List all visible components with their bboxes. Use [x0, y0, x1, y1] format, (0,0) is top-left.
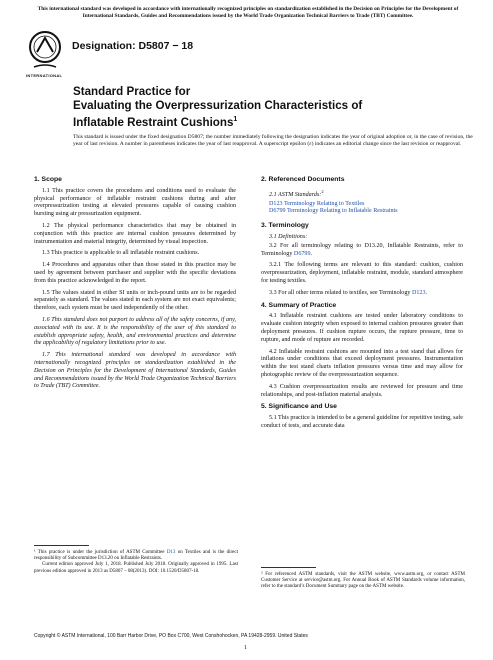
footnote-2: ² For referenced ASTM standards, visit the ASTM website, www.astm.org, or contact ASTM Customer Service at service@astm.org. For Annual Book of ASTM Standards volume information, refer to the standard’s Document Summary page on the ASTM website.: [261, 572, 465, 590]
page-title: [73, 85, 433, 130]
section-heading-referenced: 2. Referenced Documents: [261, 176, 345, 183]
right-column: [261, 176, 463, 435]
reference-d6799[interactable]: D6799 Terminology Relating to Inflatable Restraints: [269, 208, 398, 215]
page-number: 1: [244, 645, 247, 651]
paragraph-3-3: 3.3 For all other terms related to textiles, see Terminology D123.: [269, 289, 428, 296]
paragraph-1-6: 1.6 This standard does not purport to address all of the safety concerns, if any, associated with its use. It is the responsibility of the user of this standard to establish appropriate safety, health, and environmental practices and determine the applicability of regulatory limitations prior to use.: [34, 316, 236, 347]
footnote-1: ¹ This practice is under the jurisdiction of ASTM Committee D13 on Textiles and is the direct responsibility of Subcommittee D13.20 on Inflatable Restraints. Current edition approved July 1, 2018. Published July 2018. Originally approved in 1995. Last previous edition approved in 2013 as D5807 – 08(2013). DOI: 10.1520/D5807-18.: [34, 550, 238, 574]
paragraph-1-4: 1.4 Procedures and apparatus other than those stated in this practice may be used by agreement between purchaser and supplier with the specific deviations from this practice acknowledged in the report.: [34, 262, 236, 284]
paragraph-1-3: 1.3 This practice is applicable to all inflatable restraint cushions.: [42, 250, 200, 257]
reference-d123[interactable]: D123 Terminology Relating to Textiles: [269, 200, 365, 207]
paragraph-3-2-1: 3.2.1 The following terms are relevant to this standard: cushion, cushion overpressurization, deployment, inflatable restraint, module, standard atmosphere for testing textiles.: [261, 262, 463, 284]
section-heading-significance: 5. Significance and Use: [261, 403, 337, 411]
title-line-3: Inflatable Restraint Cushions$^1$: [73, 115, 238, 129]
paragraph-5-1: 5.1 This practice is intended to be a general guideline for repetitive testing, safe conduct of tests, and accurate data: [261, 415, 463, 429]
issued-note: This standard is issued under the fixed designation D5807; the number immediately following the designation indicates the year of original adoption or, in the case of revision, the year of last revision. A number in parentheses indicates the year of last reapproval. A superscript epsilon (ε) indicates an editorial change since the last revision or reapproval.: [73, 134, 473, 147]
wto-banner: This international standard was developed in accordance with internationally recognized principles on standardization established in the Decision on Principles for the Development of International Standards, Guides and Recommendations issued by the World Trade Organization Technical Barriers to Trade (TBT) Committee.: [37, 6, 459, 19]
paragraph-3-2: 3.2 For all terminology relating to D13.20, Inflatable Restraints, refer to Terminology D6799.: [261, 242, 463, 257]
paragraph-2-1: 2.1 ASTM Standards:$^2$: [269, 188, 324, 198]
paragraph-1-5: 1.5 The values stated in either SI units or inch-pound units are to be regarded separately as standard. The values stated in each system are not exact equivalents; therefore, each system must be used independently of the other.: [34, 289, 236, 312]
title-line-2: Evaluating the Overpressurization Characteristics of: [73, 99, 363, 112]
section-heading-scope: 1. Scope: [34, 176, 62, 183]
paragraph-4-2: 4.2 Inflatable restraint cushions are mounted into a test stand that allows for inflations under conditions that exceed deployment pressures. Instrumentation within the test stand charts inflation pressures versus time and may allow for photographic review of the overpressurization sequence.: [261, 348, 463, 378]
astm-logo-icon: [28, 30, 62, 72]
footnote-divider: [34, 545, 89, 546]
link-d13[interactable]: D13: [166, 550, 176, 555]
paragraph-1-7: 1.7 This international standard was developed in accordance with internationally recognized principles on standardization established in the Decision on Principles for the Development of International Standards, Guides and Recommendations issued by the World Trade Organization Technical Barriers to Trade (TBT) Committee.: [34, 352, 236, 390]
paragraph-1-1: 1.1 This practice covers the procedures and conditions used to evaluate the physical performance of inflatable restraint cushions during and after overpressurization testing at elevated pressures capable of causing cushion bursting using air pressurization equipment.: [34, 187, 236, 218]
section-heading-summary: 4. Summary of Practice: [261, 301, 337, 309]
astm-subtext: INTERNATIONAL: [26, 73, 63, 78]
paragraph-4-1: 4.1 Inflatable restraint cushions are tested under laboratory conditions to evaluate cushion integrity when exposed to internal cushion pressures greater than deployment pressures. If cushion rupture occurs, the rupture pressure, time to rupture, and mode of rupture are recorded.: [261, 313, 463, 343]
link-d6799[interactable]: D6799: [293, 250, 311, 257]
paragraph-3-1: 3.1 Definitions:: [269, 234, 308, 241]
copyright-footer: Copyright © ASTM International, 100 Barr Harbor Drive, PO Box C700, West Conshohocken, PA 19428-2959. United States: [34, 633, 308, 639]
link-d123[interactable]: D123: [411, 289, 426, 296]
title-line-1: Standard Practice for: [73, 85, 191, 98]
paragraph-4-3: 4.3 Cushion overpressurization results are reviewed for pressure and time relationships, and post-inflation material analysis.: [261, 383, 463, 398]
designation: Designation: D5807 − 18: [72, 40, 194, 52]
section-heading-terminology: 3. Terminology: [261, 222, 309, 230]
paragraph-1-2: 1.2 The physical performance characteristics that may be obtained in conjunction with this practice are internal cushion pressures determined by instrumentation and material integrity, determined by visual inspection.: [34, 222, 236, 245]
footnote-divider-right: [261, 567, 316, 568]
left-column: [34, 176, 236, 395]
